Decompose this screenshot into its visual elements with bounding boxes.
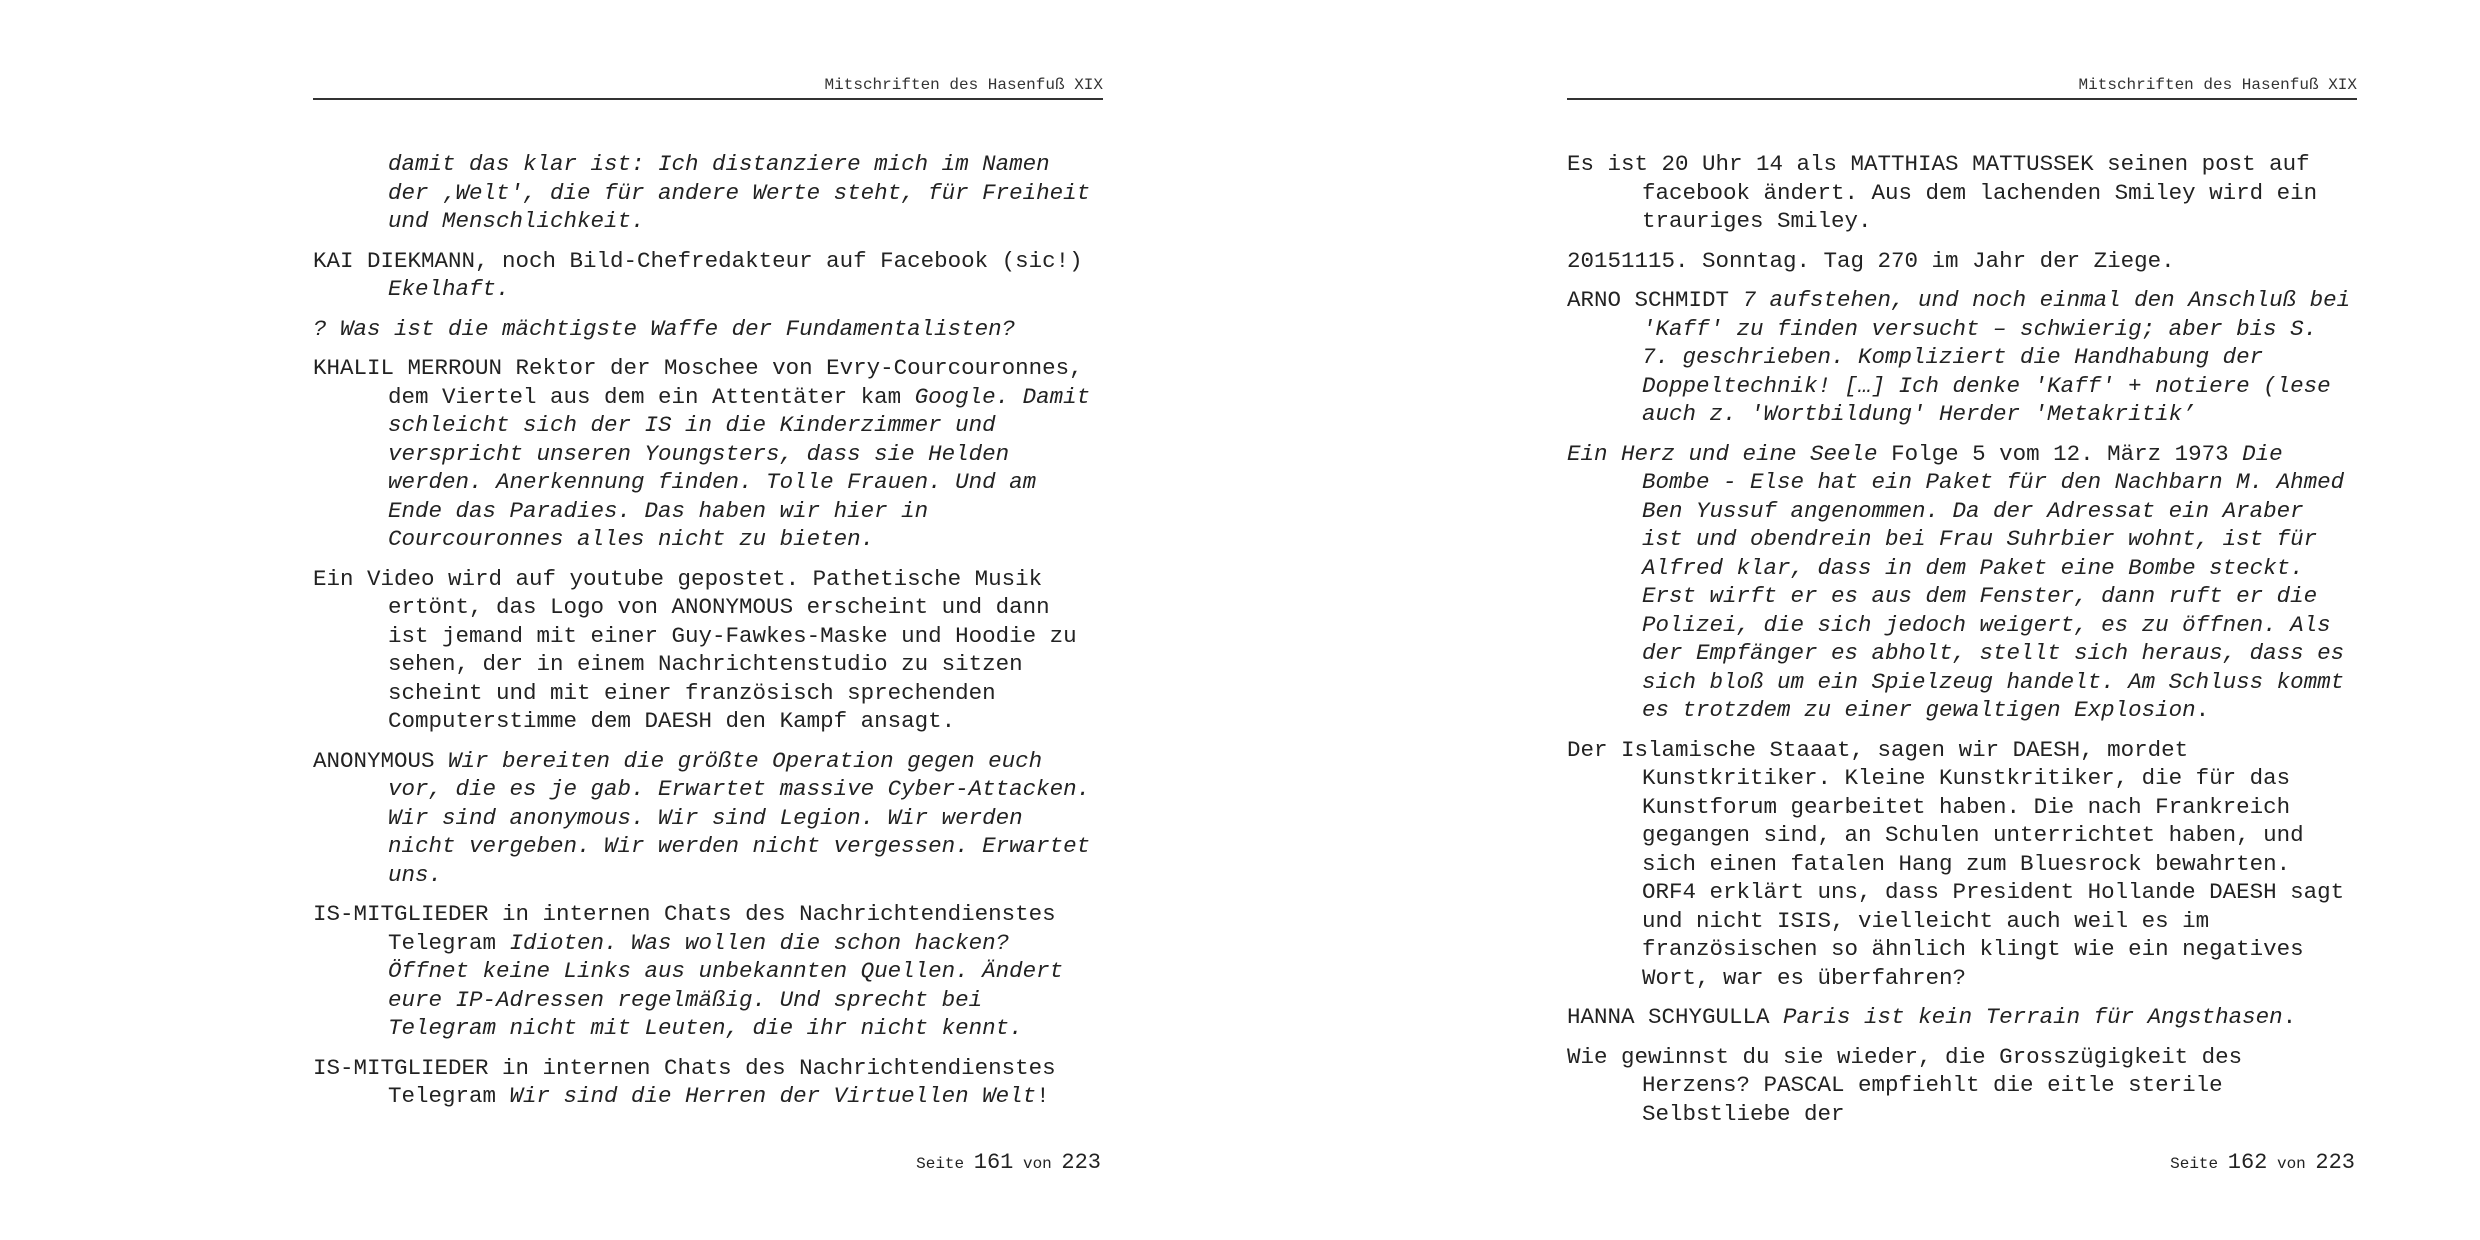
- paragraph: [1567, 440, 2357, 725]
- running-header: Mitschriften des Hasenfuß XIX: [313, 76, 1103, 100]
- narrative-text: Es ist 20 Uhr 14 als MATTHIAS MATTUSSEK seinen post auf facebook ändert. Aus dem lachenden Smiley wird ein trauriges Smiley.: [1567, 151, 2318, 234]
- quote-text: Wir bereiten die größte Operation gegen euch vor, die es je gab. Erwartet massive Cyber-Attacken. Wir sind anonymous. Wir sind Legion. Wir werden nicht vergeben. Wir werden nicht vergessen. Erwartet uns.: [388, 747, 1091, 888]
- left-page: [313, 0, 1103, 1240]
- date-text: 20151115. Sonntag. Tag 270 im Jahr der Ziege.: [1567, 247, 2175, 274]
- running-header: Mitschriften des Hasenfuß XIX: [1567, 76, 2357, 100]
- paragraph: [313, 747, 1103, 890]
- paragraph: [313, 1054, 1103, 1111]
- page-footer: [2170, 1150, 2355, 1175]
- paragraph: [313, 247, 1103, 304]
- narrative-text: Der Islamische Staaat, sagen wir DAESH, mordet Kunstkritiker. Kleine Kunstkritiker, die für das Kunstforum gearbeitet haben. Die nach Frankreich gegangen sind, an Schulen unterrichtet haben, und sich einen fatalen Hang zum Bluesrock bewahrten. ORF4 erklärt uns, dass President Hollande DAESH sagt und nicht ISIS, vielleicht auch weil es im französischen so ähnlich klingt wie ein negatives Wort, war es überfahren?: [1567, 736, 2345, 991]
- paragraph: [313, 150, 1103, 236]
- paragraph: [313, 315, 1103, 344]
- right-page: [1567, 0, 2357, 1240]
- page-total: 223: [1061, 1150, 1101, 1175]
- quote-text: Google. Damit schleicht sich der IS in die Kinderzimmer und verspricht unseren Youngsters, dass sie Helden werden. Anerkennung finden. Tolle Frauen. Und am Ende das Paradies. Das haben wir hier in Courcouronnes alles nicht zu bieten.: [388, 383, 1091, 552]
- page-footer: [916, 1150, 1101, 1175]
- page-number: 161: [973, 1150, 1014, 1175]
- speaker-text: KAI DIEKMANN, noch Bild-Chefredakteur auf Facebook (sic!): [313, 247, 1083, 274]
- paragraph: [1567, 1003, 2357, 1032]
- paragraph: [1567, 150, 2357, 236]
- page-body: [1567, 150, 2357, 1139]
- footer-of: von: [1022, 1155, 1052, 1173]
- speaker-text: IS-MITGLIEDER in internen Chats des Nachrichtendienstes Telegram: [313, 1054, 1056, 1109]
- paragraph: [313, 354, 1103, 554]
- title-text: Ein Herz und eine Seele: [1567, 440, 1892, 467]
- speaker-text: ANONYMOUS: [313, 747, 449, 774]
- quote-text: Paris ist kein Terrain für Angsthasen: [1783, 1004, 2283, 1030]
- narrative-text: Wie gewinnst du sie wieder, die Grosszügigkeit des Herzens? PASCAL empfiehlt die eitle sterile Selbstliebe der: [1567, 1043, 2243, 1127]
- page-number: 162: [2227, 1150, 2268, 1175]
- page-total: 223: [2315, 1150, 2355, 1175]
- narrative-text: Ein Video wird auf youtube gepostet. Pathetische Musik ertönt, das Logo von ANONYMOUS erscheint und dann ist jemand mit einer Guy-Fawkes-Maske und Hoodie zu sehen, der in einem Nachrichtenstudio zu sitzen scheint und mit einer französisch sprechenden Computerstimme dem DAESH den Kampf ansagt.: [313, 565, 1077, 734]
- paragraph: [313, 900, 1103, 1043]
- quote-text: Ekelhaft.: [388, 276, 510, 302]
- episode-text: Folge 5 vom 12. März 1973: [1891, 440, 2243, 467]
- paragraph: [1567, 247, 2357, 276]
- speaker-text: HANNA SCHYGULLA: [1567, 1004, 1784, 1030]
- quote-text: Idioten. Was wollen die schon hacken? Öffnet keine Links aus unbekannten Quellen. Ändert eure IP-Adressen regelmäßig. Und sprecht bei Telegram nicht mit Leuten, die ihr nicht kennt.: [388, 929, 1064, 1041]
- paragraph: [313, 565, 1103, 736]
- paragraph: [1567, 736, 2357, 993]
- speaker-text: IS-MITGLIEDER in internen Chats des Nachrichtendienstes Telegram: [313, 901, 1056, 956]
- punctuation: !: [1036, 1083, 1050, 1109]
- quote-text: 7 aufstehen, und noch einmal den Anschluß bei 'Kaff' zu finden versucht – schwierig; aber bis S. 7. geschrieben. Kompliziert die Handhabung der Doppeltechnik! […] Ich denke 'Kaff' + notiere (lese auch z. 'Wortbildung' Herder 'Metakritik’: [1642, 287, 2351, 427]
- question-text: ? Was ist die mächtigste Waffe der Fundamentalisten?: [313, 315, 1016, 342]
- paragraph: [1567, 1043, 2357, 1129]
- punctuation: .: [2282, 1004, 2297, 1030]
- speaker-text: ARNO SCHMIDT: [1567, 287, 1743, 313]
- footer-label: Seite: [2170, 1155, 2219, 1173]
- quote-text: Wir sind die Herren der Virtuellen Welt: [509, 1083, 1037, 1109]
- speaker-text: KHALIL MERROUN Rektor der Moschee von Evry-Courcouronnes, dem Viertel aus dem ein Attentäter kam: [313, 355, 1083, 410]
- quote-text: damit das klar ist: Ich distanziere mich im Namen der ‚Welt', die für andere Werte steht, für Freiheit und Menschlichkeit.: [388, 151, 1091, 234]
- footer-label: Seite: [916, 1155, 965, 1173]
- paragraph: [1567, 286, 2357, 429]
- punctuation: .: [2195, 697, 2210, 723]
- page-body: [313, 150, 1103, 1122]
- quote-text: Die Bombe - Else hat ein Paket für den Nachbarn M. Ahmed Ben Yussuf angenommen. Da der Adressat ein Araber ist und obendrein bei Frau Suhrbier wohnt, ist für Alfred klar, dass in dem Paket eine Bombe steckt. Erst wirft er es aus dem Fenster, dann ruft er die Polizei, die sich jedoch weigert, es zu öffnen. Als der Empfänger es abholt, stellt sich heraus, dass es sich bloß um ein Spielzeug handelt. Am Schluss kommt es trotzdem zu einer gewaltigen Explosion: [1642, 440, 2345, 723]
- footer-of: von: [2276, 1155, 2306, 1173]
